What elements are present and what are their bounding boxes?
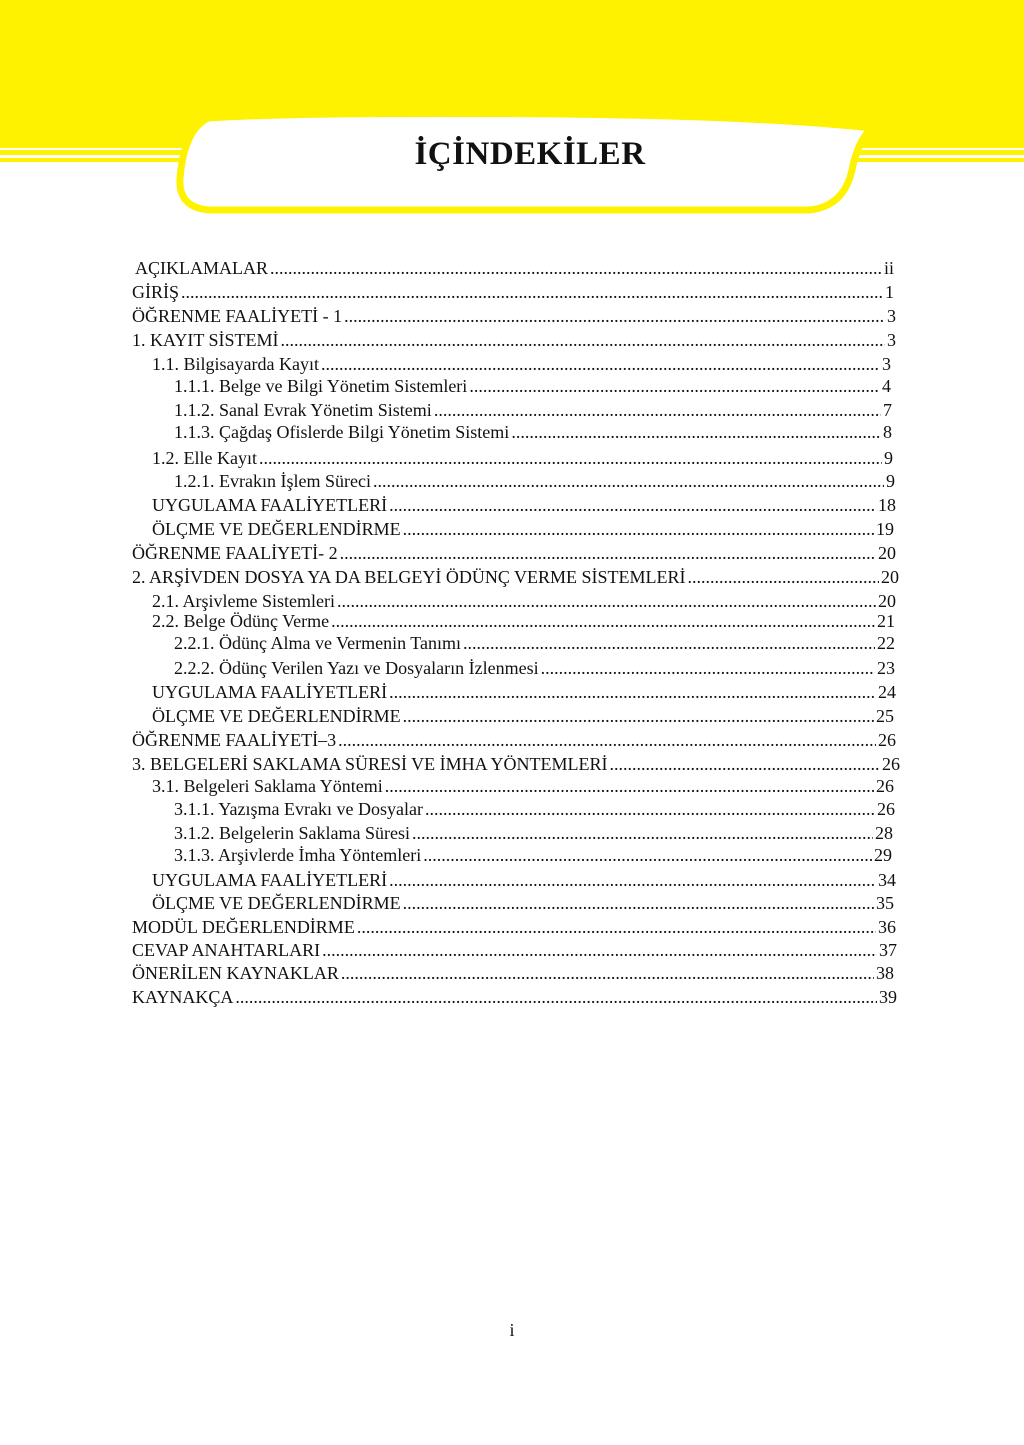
toc-entry-page: 4 [882,376,891,396]
toc-entry-page: 19 [876,519,894,539]
toc-entry[interactable] [132,566,899,588]
toc-entry-page: 29 [874,845,892,865]
dot-leader [403,892,874,914]
toc-entry-label: GİRİŞ [132,282,180,302]
toc-entry[interactable] [132,986,897,1008]
toc-entry-page: 9 [884,448,893,468]
dot-leader [389,869,876,891]
dot-leader [321,353,880,375]
toc-entry-label: MODÜL DEĞERLENDİRME [132,917,355,937]
toc-entry[interactable] [174,844,892,866]
toc-entry-label: 3. BELGELERİ SAKLAMA SÜRESİ VE İMHA YÖNTEMLERİ [132,754,608,774]
dot-leader [235,986,877,1008]
dot-leader [357,916,876,938]
toc-entry[interactable] [132,305,896,327]
dot-leader [341,962,874,984]
toc-entry[interactable] [152,353,891,375]
toc-entry-label: 3.1.1. Yazışma Evrakı ve Dosyalar [174,799,423,819]
toc-entry[interactable] [174,470,895,492]
toc-entry-page: 26 [876,776,894,796]
dot-leader [610,753,881,775]
toc-entry-page: 35 [876,893,894,913]
toc-entry-page: 26 [882,754,900,774]
dot-leader [322,939,877,961]
toc-entry-page: 20 [878,591,896,611]
toc-entry-label: 2.2. Belge Ödünç Verme [152,611,330,631]
toc-entry-page: 37 [879,940,897,960]
toc-entry-page: 20 [881,567,899,587]
toc-entry[interactable] [152,869,896,891]
dot-leader [688,566,879,588]
dot-leader [331,610,875,632]
dot-leader [181,281,883,303]
dot-leader [270,257,882,279]
toc-entry-label: 3.1. Belgeleri Saklama Yöntemi [152,776,383,796]
toc-entry[interactable] [174,375,891,397]
toc-entry-page: 26 [877,799,895,819]
toc-entry[interactable] [174,822,893,844]
dot-leader [463,632,875,654]
dot-leader [338,729,876,751]
toc-entry-page: 24 [878,682,896,702]
dot-leader [541,657,875,679]
toc-entry-label: UYGULAMA FAALİYETLERİ [152,870,388,890]
toc-entry[interactable] [132,329,896,351]
toc-entry-label: 2. ARŞİVDEN DOSYA YA DA BELGEYİ ÖDÜNÇ VERME SİSTEMLERİ [132,567,686,587]
dot-leader [340,542,876,564]
toc-entry-label: UYGULAMA FAALİYETLERİ [152,682,388,702]
page-number: i [509,1320,515,1340]
dot-leader [281,329,885,351]
dot-leader [373,470,884,492]
dot-leader [403,705,874,727]
dot-leader [259,447,882,469]
dot-leader [412,822,873,844]
toc-entry-label: 1.1.1. Belge ve Bilgi Yönetim Sistemleri [174,376,468,396]
toc-entry-label: 3.1.2. Belgelerin Saklama Süresi [174,823,410,843]
toc-entry[interactable] [152,705,894,727]
toc-entry-page: 25 [876,706,894,726]
toc-entry[interactable] [132,753,900,775]
toc-entry[interactable] [132,542,896,564]
toc-entry-page: ii [883,258,894,278]
toc-entry[interactable] [152,610,895,632]
toc-entry-page: 3 [882,354,891,374]
toc-entry-label: AÇIKLAMALAR [135,258,268,278]
toc-entry-page: 39 [879,987,897,1007]
toc-entry-page: 26 [878,730,896,750]
toc-entry-label: KAYNAKÇA [132,987,234,1007]
toc-entry-label: 1.2.1. Evrakın İşlem Süreci [174,471,371,491]
toc-entry-page: 8 [883,422,892,442]
toc-entry[interactable] [174,421,892,443]
toc-entry[interactable] [132,281,894,303]
dot-leader [434,399,881,421]
toc-entry[interactable] [152,518,894,540]
dot-leader [403,518,874,540]
toc-entry-page: 36 [878,917,896,937]
toc-entry-label: UYGULAMA FAALİYETLERİ [152,495,388,515]
toc-entry[interactable] [132,939,897,961]
toc-entry-label: 3.1.3. Arşivlerde İmha Yöntemleri [174,845,422,865]
toc-entry-label: ÖNERİLEN KAYNAKLAR [132,963,339,983]
dot-leader [423,844,872,866]
toc-entry-label: 1.2. Elle Kayıt [152,448,257,468]
toc-entry[interactable] [132,729,896,751]
toc-entry-label: 1.1. Bilgisayarda Kayıt [152,354,319,374]
dot-leader [385,775,874,797]
toc-entry-page: 21 [877,611,895,631]
dot-leader [425,798,875,820]
toc-entry-label: 2.1. Arşivleme Sistemleri [152,591,335,611]
dot-leader [389,681,876,703]
toc-entry[interactable] [152,681,896,703]
toc-entry-page: 20 [878,543,896,563]
toc-entry-label: ÖĞRENME FAALİYETİ- 2 [132,543,338,563]
toc-entry[interactable] [152,775,894,797]
toc-entry-page: 34 [878,870,896,890]
toc-entry-label: 1.1.3. Çağdaş Ofislerde Bilgi Yönetim Sistemi [174,422,510,442]
toc-entry-page: 3 [887,306,896,326]
toc-entry[interactable] [152,590,896,612]
toc-entry-page: 7 [883,400,892,420]
toc-entry-label: ÖLÇME VE DEĞERLENDİRME [152,893,401,913]
toc-entry-label: ÖLÇME VE DEĞERLENDİRME [152,706,401,726]
toc-entry-page: 22 [877,633,895,653]
dot-leader [511,421,881,443]
toc-entry[interactable] [132,916,896,938]
toc-entry[interactable] [174,399,892,421]
toc-entry-page: 9 [886,471,895,491]
toc-entry[interactable] [135,257,894,279]
dot-leader [337,590,876,612]
toc-entry[interactable] [152,892,894,914]
toc-entry-label: ÖLÇME VE DEĞERLENDİRME [152,519,401,539]
page-title: İÇİNDEKİLER [414,136,646,172]
toc-entry[interactable] [174,632,895,654]
dot-leader [469,375,880,397]
toc-entry-page: 28 [875,823,893,843]
dot-leader [389,494,876,516]
toc-entry-label: 1. KAYIT SİSTEMİ [132,330,279,350]
toc-entry-label: 2.2.1. Ödünç Alma ve Vermenin Tanımı [174,633,462,653]
toc-entry-page: 18 [878,495,896,515]
toc-entry[interactable] [152,494,896,516]
toc-entry-page: 23 [877,658,895,678]
toc-entry-label: ÖĞRENME FAALİYETİ - 1 [132,306,343,326]
toc-entry[interactable] [174,798,895,820]
toc-entry-label: CEVAP ANAHTARLARI [132,940,321,960]
toc-entry-page: 38 [876,963,894,983]
toc-entry[interactable] [132,962,894,984]
toc-entry[interactable] [152,447,893,469]
toc-entry-label: ÖĞRENME FAALİYETİ–3 [132,730,337,750]
toc-entry-page: 1 [885,282,894,302]
toc-entry-page: 3 [887,330,896,350]
dot-leader [344,305,885,327]
toc-entry-label: 1.1.2. Sanal Evrak Yönetim Sistemi [174,400,432,420]
toc-entry-label: 2.2.2. Ödünç Verilen Yazı ve Dosyaların İzlenmesi [174,658,539,678]
toc-entry[interactable] [174,657,895,679]
